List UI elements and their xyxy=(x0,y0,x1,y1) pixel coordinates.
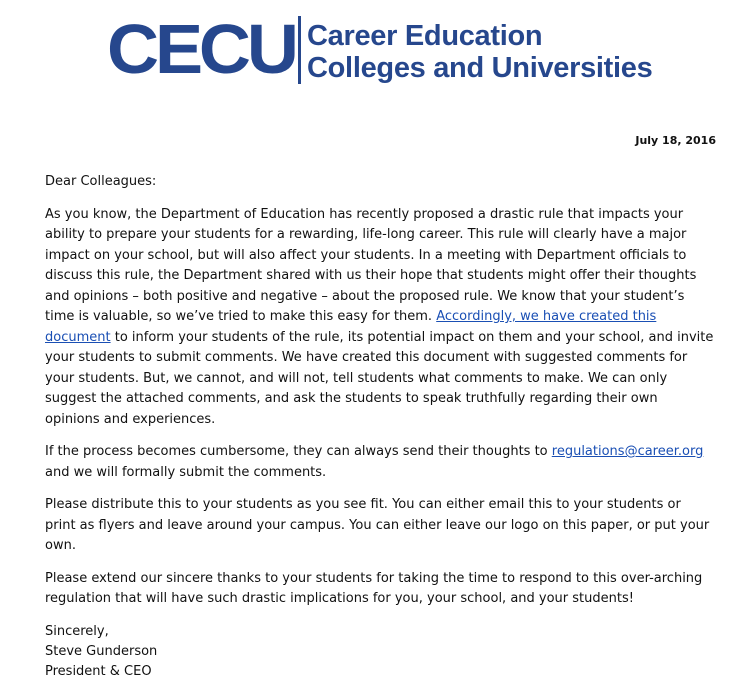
paragraph-3: Please distribute this to your students as you see fit. You can either email this to your students or print as flyers and leave around your campus. You can either leave our logo on this paper, or put your own. xyxy=(45,497,710,553)
email-link[interactable]: regulations@career.org xyxy=(551,444,704,459)
paragraph-2 xyxy=(45,442,715,483)
logo-line-1: Career Education xyxy=(307,20,543,52)
paragraph-1-text-b: to inform your students of the rule, its potential impact on them and your school, and invite your students to submit comments. We have created this document with suggested comments for your students. But, we cannot, and will not, tell students what comments to make. We can only suggest the attached comments, and ask the students to speak truthfully regarding their own opinions and experiences. xyxy=(45,329,714,427)
document-link[interactable]: Accordingly, we have created this document xyxy=(45,309,657,345)
cecu-logo xyxy=(107,10,687,88)
logo-line-2: Colleges and Universities xyxy=(307,52,653,84)
paragraph-1 xyxy=(45,205,715,431)
letter-body xyxy=(45,172,715,682)
closing: Sincerely, xyxy=(45,623,109,639)
logo-divider xyxy=(298,16,301,84)
signer-title: President & CEO xyxy=(45,663,152,679)
paragraph-1-text-a: As you know, the Department of Education has recently proposed a drastic rule that impacts your ability to prepare your students for a rewarding, life-long career. This rule will clearly have a major impact on your school, but will also affect your students. In a meeting with Department officials to discuss this rule, the Department shared with us their hope that students might offer their thoughts and opinions – both positive and negative – about the proposed rule. We know that your student’s time is valuable, so we’ve tried to make this easy for them. xyxy=(45,206,697,324)
logo-acronym: CECU xyxy=(107,10,295,88)
signer-name: Steve Gunderson xyxy=(45,643,158,659)
paragraph-2-text-b: and we will formally submit the comments. xyxy=(45,464,327,480)
salutation: Dear Colleagues: xyxy=(45,174,157,189)
signature-block xyxy=(45,622,715,682)
paragraph-4: Please extend our sincere thanks to your students for taking the time to respond to this over-arching regulation that will have such drastic implications for you, your school, and your students! xyxy=(45,570,703,606)
paragraph-2-text-a: If the process becomes cumbersome, they can always send their thoughts to xyxy=(45,444,552,459)
letter-date: July 18, 2016 xyxy=(635,134,716,147)
